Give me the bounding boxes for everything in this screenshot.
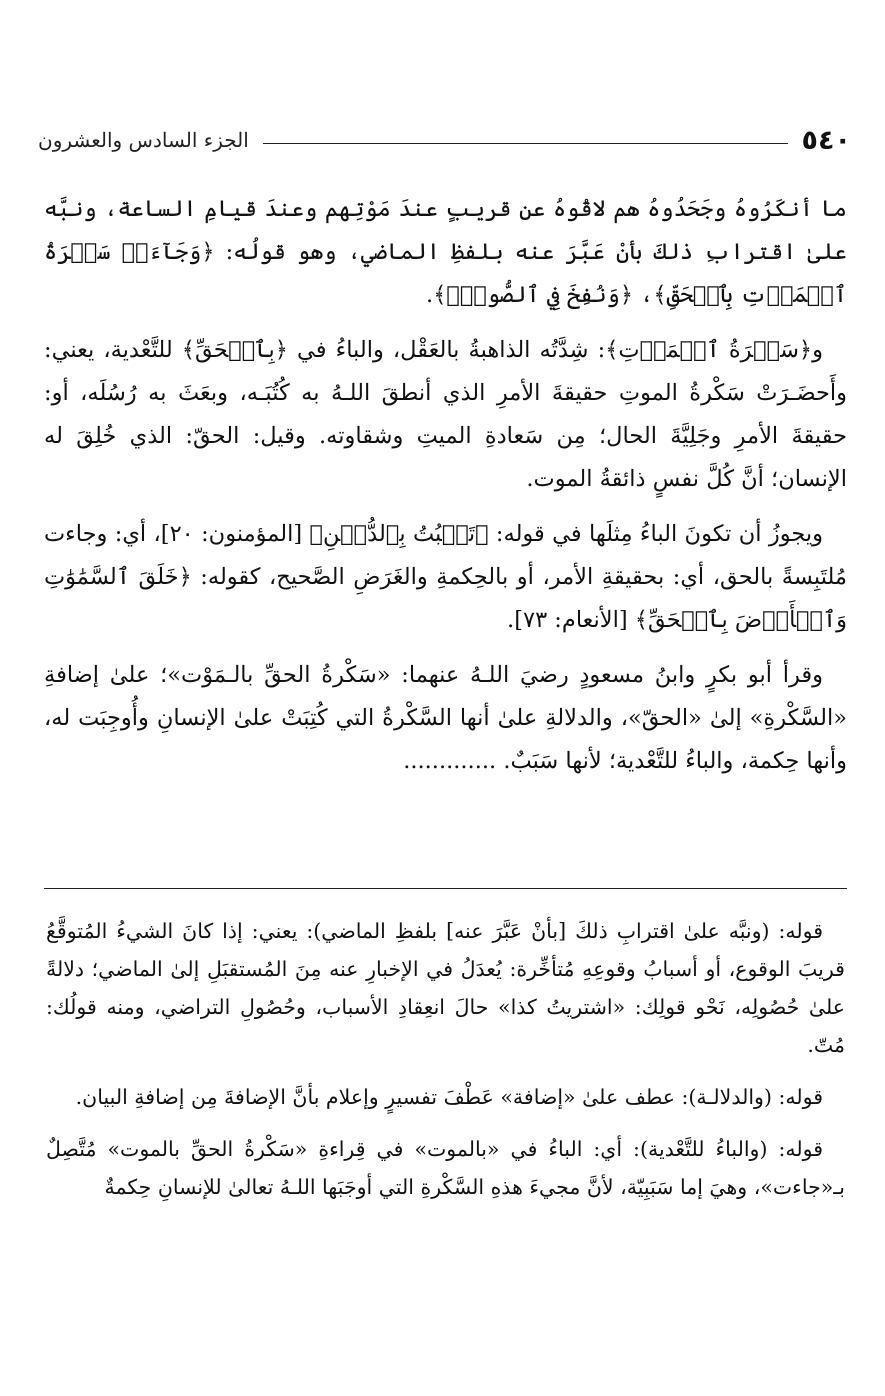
main-paragraph-3: ويجوزُ أن تكونَ الباءُ مِثلَها في قوله: ﴿تَنۢبُتُ بِٱلدُّهۡنِ﴾ [المؤمنون: ٢٠]، أي: وجاءت مُلتَبِسةً بالحق، أي: بحقيقةِ الأمر، أو بالحِكمةِ والغَرَضِ الصَّحيح، كقوله: ﴿خَلَقَ ٱلسَّمَٰوَٰتِ وَٱلۡأَرۡضَ بِٱلۡحَقِّ﴾ [الأنعام: ٧٣]. [44,521,847,633]
running-header [38,120,851,160]
main-paragraph-2: و﴿سَكۡرَةُ ٱلۡمَوۡتِ﴾: شِدَّتُه الذاهبةُ بالعَقْل، والباءُ في ﴿بِٱلۡحَقِّ﴾ للتَّعْدية، يعني: وأَحضَـرَتْ سَكْرةُ الموتِ حقيقةَ الأمرِ الذي أنطقَ اللـهُ به كُتُبَـه، وبعَثَ به رُسُلَه، أو: حقيقةَ الأمرِ وجَلِيَّةَ الحال؛ مِن سَعادةِ الميتِ وشقاوته. وقيل: الحقّ: الذي خُلِقَ له الإنسان؛ أنَّ كُلَّ نفسٍ ذائقةُ الموت. [44,337,847,492]
main-paragraph-1: ما أنكَرُوهُ وجَحَدُوهُ هم لاقُوهُ عن قريبٍ عندَ مَوْتِهم وعندَ قيامِ الساعة، ونبَّه علىٰ اقترابِ ذلكَ بأنْ عَبَّرَ عنه بلفظِ الماضي، وهو قولُه: ﴿وَجَآءَتۡ سَكۡرَةُ ٱلۡمَوۡتِ بِٱلۡحَقِّ﴾، ﴿وَنُفِخَ فِي ٱلصُّورِۚ﴾. [44,196,847,308]
running-title: الجزء السادس والعشرون [38,128,249,152]
commentary-notes [46,912,845,1220]
footnote-separator [44,888,847,889]
page-number: ٥٤٠ [801,124,851,156]
note-paragraph-1: قوله: (ونبَّه علىٰ اقترابِ ذلكَ [بأنْ عَبَّرَ عنه] بلفظِ الماضي): يعني: إذا كانَ الشيءُ المُتوقَّعُ قريبَ الوقوع، أو أسبابُ وقوعِهِ مُتأخِّرة: يُعدَلُ في الإخبارِ عنه مِنَ المُستقبَلِ إلىٰ الماضي؛ دلالةً علىٰ حُصُولِه، نَحْو قولِك: «اشتريتُ كذا» حالَ انعِقادِ الأسباب، وحُصُولِ التراضي، ومنه قولُك: مُتّ. [46,919,845,1057]
note-paragraph-2: قوله: (والدلالـة): عطف علىٰ «إضافة» عَطْفَ تفسيرٍ وإعلام بأنَّ الإضافةَ مِن إضافةِ البيان. [75,1085,823,1109]
main-paragraph-4: وقرأ أبو بكرٍ وابنُ مسعودٍ رضيَ اللـهُ عنهما: «سَكْرةُ الحقِّ بالـمَوْت»؛ علىٰ إضافةِ «السَّكْرةِ» إلىٰ «الحقّ»، والدلالةِ علىٰ أنها السَّكْرةُ التي كُتِبَتْ علىٰ الإنسانِ وأُوجِبَت له، وأنها حِكمة، والباءُ للتَّعْدية؛ لأنها سَبَبٌ. ............. [44,662,847,774]
header-rule [263,143,788,144]
main-text [44,188,847,795]
note-paragraph-3: قوله: (والباءُ للتَّعْدية): أي: الباءُ في «بالموت» في قِراءةِ «سَكْرةُ الحقِّ بالموت» مُتَّصِلٌ بـ«جاءت»، وهيَ إما سَبَبِيّة، لأنَّ مجيءَ هذهِ السَّكْرةِ التي أوجَبَها اللـهُ تعالىٰ للإنسانِ حِكمةٌ [46,1137,845,1199]
